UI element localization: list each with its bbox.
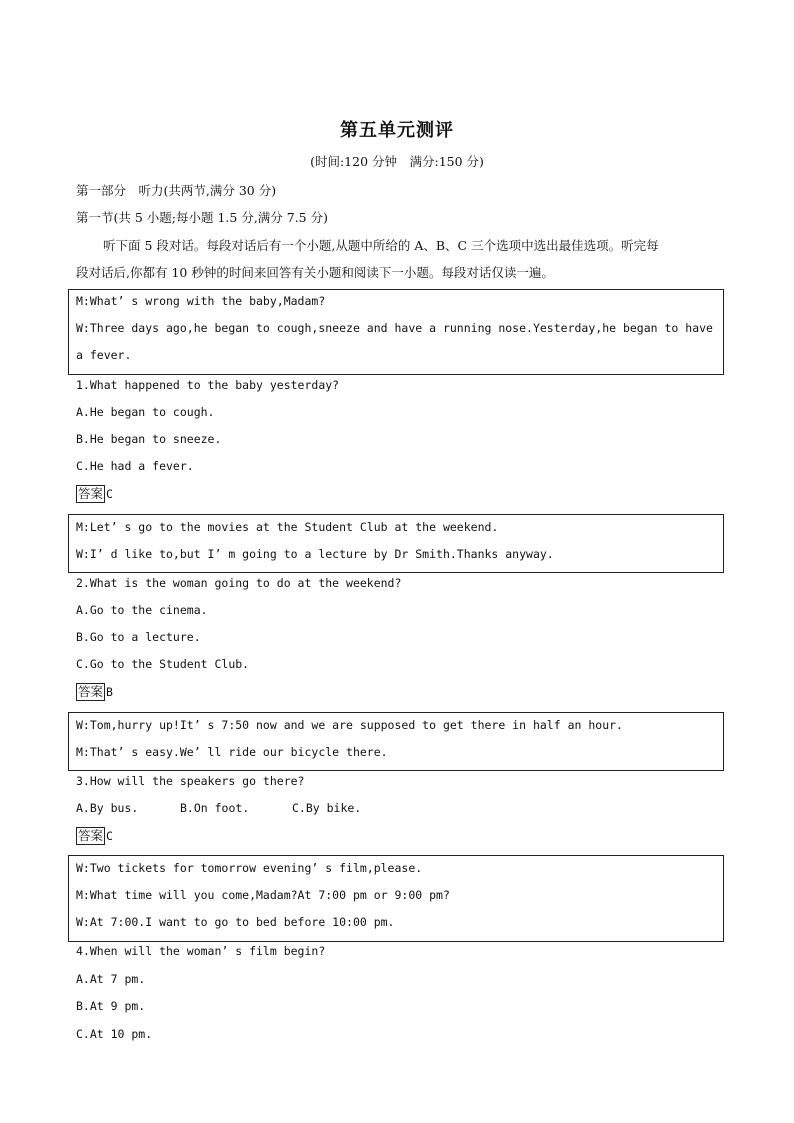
question-2: 2.What is the woman going to do at the weekend? (76, 576, 402, 590)
question-3: 3.How will the speakers go there? (76, 774, 305, 788)
dialogue-box-4 (68, 855, 724, 942)
answer-label: 答案 (78, 486, 104, 501)
dialogue-line: W:Three days ago,he began to cough,sneeze and have a running nose.Yesterday,he began to have (76, 321, 713, 335)
exam-time-score: (时间:120 分钟 满分:150 分) (310, 154, 484, 169)
dialogue-box-1 (68, 289, 724, 375)
question-1: 1.What happened to the baby yesterday? (76, 378, 340, 392)
option-3c: C.By bike. (292, 801, 362, 815)
dialogue-line: a fever. (76, 348, 132, 362)
dialogue-line: M:What time will you come,Madam?At 7:00 pm or 9:00 pm? (76, 888, 450, 902)
answer-value: B (106, 685, 113, 699)
dialogue-line: M:What’ s wrong with the baby,Madam? (76, 294, 326, 308)
options-3 (76, 801, 361, 815)
answer-2 (76, 683, 113, 701)
answer-3 (76, 827, 113, 845)
option-2c: C.Go to the Student Club. (76, 657, 250, 671)
answer-1 (76, 485, 113, 503)
option-1c: C.He had a fever. (76, 459, 194, 473)
dialogue-box-2 (68, 514, 724, 573)
page-title: 第五单元测评 (340, 120, 454, 141)
option-2a: A.Go to the cinema. (76, 603, 208, 617)
dialogue-line: M:That’ s easy.We’ ll ride our bicycle there. (76, 745, 388, 759)
instructions-line-1: 听下面 5 段对话。每段对话后有一个小题,从题中所给的 A、B、C 三个选项中选出最佳选项。听完每 (103, 238, 659, 253)
option-2b: B.Go to a lecture. (76, 630, 201, 644)
option-3b: B.On foot. (180, 801, 250, 815)
option-1b: B.He began to sneeze. (76, 432, 222, 446)
option-4c: C.At 10 pm. (76, 1027, 153, 1041)
subsection-heading: 第一节(共 5 小题;每小题 1.5 分,满分 7.5 分) (76, 210, 328, 225)
answer-value: C (106, 829, 113, 843)
part-heading: 第一部分 听力(共两节,满分 30 分) (76, 183, 277, 198)
question-4: 4.When will the woman’ s film begin? (76, 944, 326, 958)
option-3a: A.By bus. (76, 801, 139, 815)
answer-label: 答案 (78, 828, 104, 843)
answer-value: C (106, 487, 113, 501)
answer-label: 答案 (78, 684, 104, 699)
dialogue-line: W:At 7:00.I want to go to bed before 10:00 pm. (76, 915, 395, 929)
dialogue-line: M:Let’ s go to the movies at the Student Club at the weekend. (76, 520, 499, 534)
option-1a: A.He began to cough. (76, 405, 215, 419)
dialogue-line: W:I’ d like to,but I’ m going to a lecture by Dr Smith.Thanks anyway. (76, 547, 554, 561)
dialogue-line: W:Two tickets for tomorrow evening’ s film,please. (76, 861, 423, 875)
option-4a: A.At 7 pm. (76, 972, 146, 986)
dialogue-line: W:Tom,hurry up!It’ s 7:50 now and we are supposed to get there in half an hour. (76, 718, 623, 732)
dialogue-box-3 (68, 712, 724, 771)
option-4b: B.At 9 pm. (76, 999, 146, 1013)
instructions-line-2: 段对话后,你都有 10 秒钟的时间来回答有关小题和阅读下一小题。每段对话仅读一遍。 (76, 265, 554, 280)
